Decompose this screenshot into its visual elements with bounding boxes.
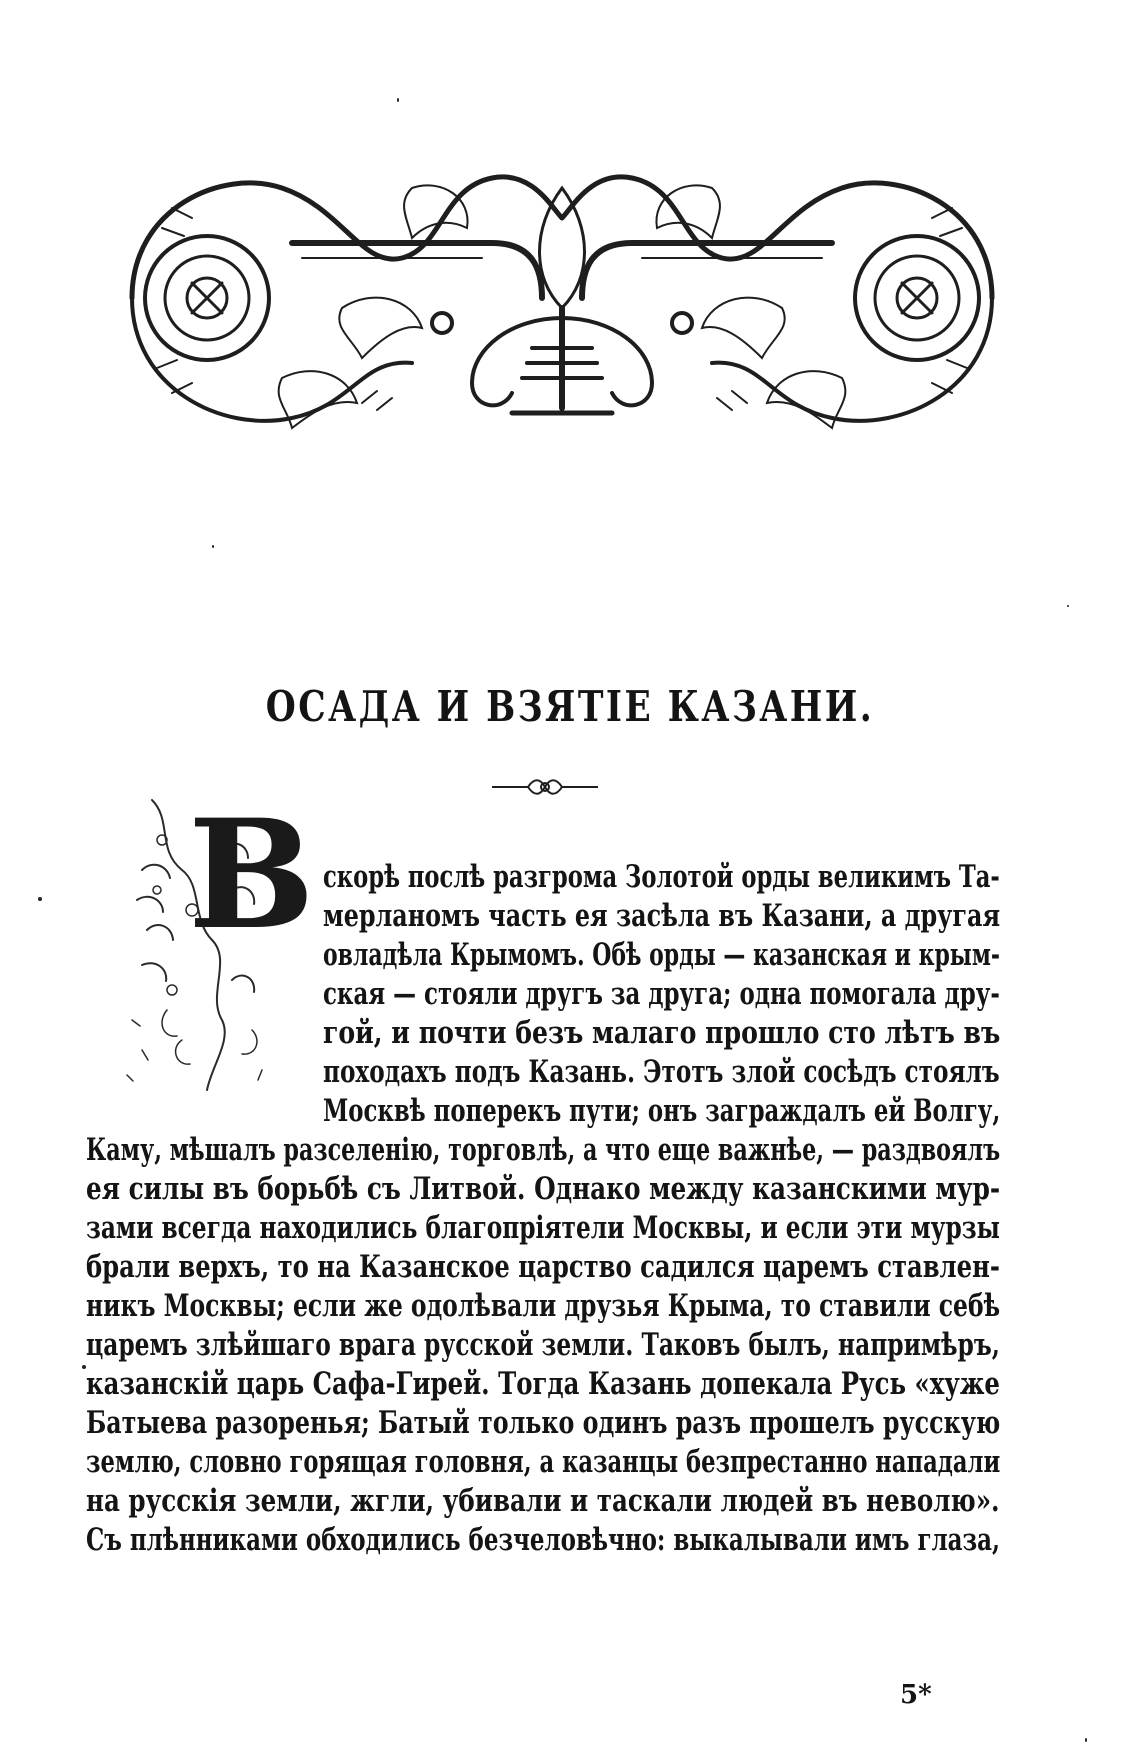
floral-headpiece-ornament [112, 148, 1012, 448]
scan-speck [397, 98, 399, 102]
text-line-2: мерланомъ часть ея засѣла въ Казани, а другая [323, 898, 1001, 934]
text-line-1: скорѣ послѣ разгрома Золотой орды великимъ Та- [323, 859, 1000, 895]
title-divider-ornament [490, 774, 600, 800]
text-line-5: гой, и почти безъ малаго прошло сто лѣтъ въ [323, 1015, 1001, 1051]
text-line-15: Батыева разоренья; Батый только одинъ разъ прошелъ русскую [86, 1405, 1001, 1441]
text-line-4: ская — стояли другъ за друга; одна помогала дру- [323, 976, 1000, 1012]
text-line-9: ея силы въ борьбѣ съ Литвой. Однако между казанскими мур- [86, 1171, 1001, 1207]
scan-speck [1067, 605, 1069, 607]
page-number: 5* [900, 1680, 932, 1710]
text-line-3: овладѣла Крымомъ. Обѣ орды — казанская и крым- [323, 937, 1001, 973]
text-line-17: на русскія земли, жгли, убивали и таскали людей въ неволю». [86, 1483, 1000, 1519]
scan-speck [1085, 1738, 1087, 1742]
scan-speck [82, 1365, 86, 1369]
drop-cap-letter: В [188, 787, 315, 963]
text-line-10: зами всегда находились благопріятели Москвы, и если эти мурзы [86, 1210, 1000, 1246]
text-line-16: землю, словно горящая головня, а казанцы безпрестанно нападали [86, 1444, 1001, 1480]
text-line-14: казанскій царь Сафа-Гирей. Тогда Казань допекала Русь «хуже [86, 1366, 1000, 1402]
text-line-13: царемъ злѣйшаго врага русской земли. Таковъ былъ, напримѣръ, [86, 1327, 1000, 1363]
text-line-12: никъ Москвы; если же одолѣвали друзья Крыма, то ставили себѣ [86, 1288, 1001, 1324]
text-line-11: брали верхъ, то на Казанское царство садился царемъ ставлен- [86, 1249, 1000, 1285]
text-line-18: Съ плѣнниками обходились безчеловѣчно: выкалывали имъ глаза, [86, 1522, 1001, 1558]
text-line-7: Москвѣ поперекъ пути; онъ заграждалъ ей Волгу, [323, 1093, 1001, 1129]
text-line-8: Каму, мѣшалъ разселенію, торговлѣ, а что еще важнѣе, — раздвоялъ [86, 1132, 1001, 1168]
chapter-title: ОСАДА И ВЗЯТІЕ КАЗАНИ. [265, 682, 875, 731]
text-line-6: походахъ подъ Казань. Этотъ злой сосѣдъ стоялъ [323, 1054, 1000, 1090]
scan-speck [38, 897, 42, 901]
scan-speck [212, 545, 214, 548]
